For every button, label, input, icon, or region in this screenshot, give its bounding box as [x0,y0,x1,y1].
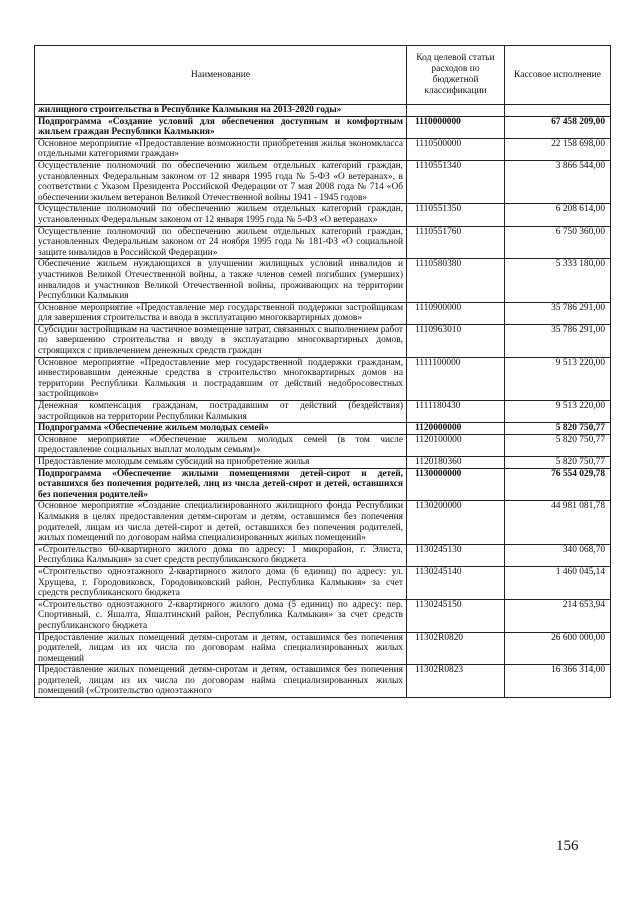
row-code: 1111180430 [407,401,505,423]
table-row [35,160,611,203]
row-amount: 214 653,94 [505,599,611,632]
row-amount: 340 068,70 [505,544,611,566]
row-amount: 5 820 750,77 [505,434,611,456]
row-name: Осуществление полномочий по обеспечению жильем отдельных категорий граждан, установленных Федеральным законом от 12 января 1995 года № 5-ФЗ «О ветеранах» [35,204,407,226]
table-row [35,204,611,226]
row-code: 1111100000 [407,357,505,400]
row-code: 1120180360 [407,457,505,469]
row-amount: 9 513 220,00 [505,357,611,400]
row-amount: 35 786 291,00 [505,302,611,324]
row-amount [505,105,611,117]
row-name: Предоставление молодым семьям субсидий на приобретение жилья [35,457,407,469]
table-row [35,457,611,469]
table-row [35,501,611,544]
table-row [35,544,611,566]
table-row [35,434,611,456]
row-name: Основное мероприятие «Предоставление мер государственной поддержки гражданам, инвестировавшим денежные средства в строительство многоквартирных домов на территории Республики Калмыкия и пострадавшим от действий недобросовестных застройщиков» [35,357,407,400]
row-code: 1110551760 [407,226,505,259]
row-amount: 26 600 000,00 [505,632,611,665]
table-row [35,138,611,160]
row-amount: 5 820 750,77 [505,423,611,435]
row-name: Основное мероприятие «Предоставление возможности приобретения жилья экономкласса отдельными категориями граждан» [35,138,407,160]
table-row [35,116,611,138]
row-code: 1110900000 [407,302,505,324]
table-row [35,632,611,665]
table-row [35,401,611,423]
table-row [35,226,611,259]
row-code: 11302R0820 [407,632,505,665]
row-amount: 9 513 220,00 [505,401,611,423]
table-row [35,302,611,324]
row-amount: 5 820 750,77 [505,457,611,469]
table-header-row [35,46,611,105]
row-amount: 1 460 045,14 [505,566,611,599]
row-name: жилищного строительства в Республике Калмыкия на 2013-2020 годы» [35,105,407,117]
row-code: 1130200000 [407,501,505,544]
row-name: Подпрограмма «Обеспечение жильем молодых семей» [35,423,407,435]
row-name: Основное мероприятие «Предоставление мер государственной поддержки застройщикам для завершения строительства и ввода в эксплуатацию многоквартирных домов» [35,302,407,324]
table-body [35,105,611,698]
row-amount: 67 458 209,00 [505,116,611,138]
row-name: Осуществление полномочий по обеспечению жильем отдельных категорий граждан, установленных Федеральным законом от 12 января 1995 года № 5-ФЗ «О ветеранах», в соответствии с Указом Президента Российской Федерации от 7 мая 2008 года № 714 «Об обеспечении жильем ветеранов Великой Отечественной войны 1941 - 1945 годов» [35,160,407,203]
row-code: 1120100000 [407,434,505,456]
document-page [34,45,610,698]
row-amount: 44 981 081,78 [505,501,611,544]
row-code: 1110500000 [407,138,505,160]
row-code: 1110000000 [407,116,505,138]
row-name: «Строительство одноэтажного 2-квартирного жилого дома (5 единиц) по адресу: пер. Спортивный, с. Яшалта, Яшалтинский район, Республика Калмыкия» за счет средств республиканского бюджета [35,599,407,632]
table-row [35,468,611,501]
table-row [35,599,611,632]
table-row [35,665,611,698]
row-amount: 6 208 614,00 [505,204,611,226]
header-name: Наименование [35,46,407,105]
row-code: 1130245150 [407,599,505,632]
page-number: 156 [556,838,579,854]
row-name: Подпрограмма «Обеспечение жилыми помещениями детей-сирот и детей, оставшихся без попечения родителей, лиц из числа детей-сирот и детей, оставшихся без попечения родителей» [35,468,407,501]
header-amount: Кассовое исполнение [505,46,611,105]
table-row [35,259,611,302]
table-row [35,423,611,435]
row-code: 1130245130 [407,544,505,566]
table-row [35,566,611,599]
budget-table [34,45,611,698]
row-name: Предоставление жилых помещений детям-сиротам и детям, оставшимся без попечения родителей, лицам из их числа по договорам найма специализированных жилых помещений [35,632,407,665]
row-amount: 3 866 544,00 [505,160,611,203]
row-code: 1130000000 [407,468,505,501]
row-code: 1120000000 [407,423,505,435]
row-name: Денежная компенсация гражданам, пострадавшим от действий (бездействия) застройщиков на территории Республики Калмыкия [35,401,407,423]
row-name: Обеспечение жильем нуждающихся в улучшении жилищных условий инвалидов и участников Великой Отечественной войны, а также членов семей погибших (умерших) инвалидов и участников Великой Отечественной войны, проживающих на территории Республики Калмыкия [35,259,407,302]
row-name: «Строительство 60-квартирного жилого дома по адресу: 1 микрорайон, г. Элиста, Республика Калмыкия» за счет средств республиканского бюджета [35,544,407,566]
row-amount: 16 366 314,00 [505,665,611,698]
table-row [35,324,611,357]
row-name: «Строительство одноэтажного 2-квартирного жилого дома (6 единиц) по адресу: ул. Хрущева, г. Городовиковск, Городовиковский район, Республика Калмыкия» за счет средств республиканского бюджета [35,566,407,599]
row-code: 1110551340 [407,160,505,203]
table-row [35,105,611,117]
row-amount: 76 554 029,78 [505,468,611,501]
row-code: 1130245140 [407,566,505,599]
row-code: 1110963010 [407,324,505,357]
row-name: Подпрограмма «Создание условий для обеспечения доступным и комфортным жильем граждан Республики Калмыкия» [35,116,407,138]
row-name: Предоставление жилых помещений детям-сиротам и детям, оставшимся без попечения родителей, лицам из их числа по договорам найма специализированных жилых помещений («Строительство одноэтажного [35,665,407,698]
row-name: Основное мероприятие «Обеспечение жильем молодых семей (в том числе предоставление социальных выплат молодым семьям)» [35,434,407,456]
row-code: 11302R0823 [407,665,505,698]
row-code [407,105,505,117]
row-name: Субсидии застройщикам на частичное возмещение затрат, связанных с выполнением работ по завершению строительства и вводу в эксплуатацию многоквартирных домов, строящихся с привлечением денежных средств граждан [35,324,407,357]
row-amount: 22 158 698,00 [505,138,611,160]
row-code: 1110551350 [407,204,505,226]
table-row [35,357,611,400]
row-amount: 35 786 291,00 [505,324,611,357]
header-code: Код целевой статьи расходов по бюджетной классификации [407,46,505,105]
row-code: 1110580380 [407,259,505,302]
row-name: Основное мероприятие «Создание специализированного жилищного фонда Республики Калмыкия в целях предоставления детям-сиротам и детям, оставшимся без попечения родителей, лицам из числа детей-сирот и детей, оставшихся без попечения родителей, жилых помещений по договорам найма специализированных жилых помещений» [35,501,407,544]
row-name: Осуществление полномочий по обеспечению жильем отдельных категорий граждан, установленных Федеральным законом от 24 ноября 1995 года № 181-ФЗ «О социальной защите инвалидов в Российской Федерации» [35,226,407,259]
row-amount: 6 750 360,00 [505,226,611,259]
row-amount: 5 333 180,00 [505,259,611,302]
